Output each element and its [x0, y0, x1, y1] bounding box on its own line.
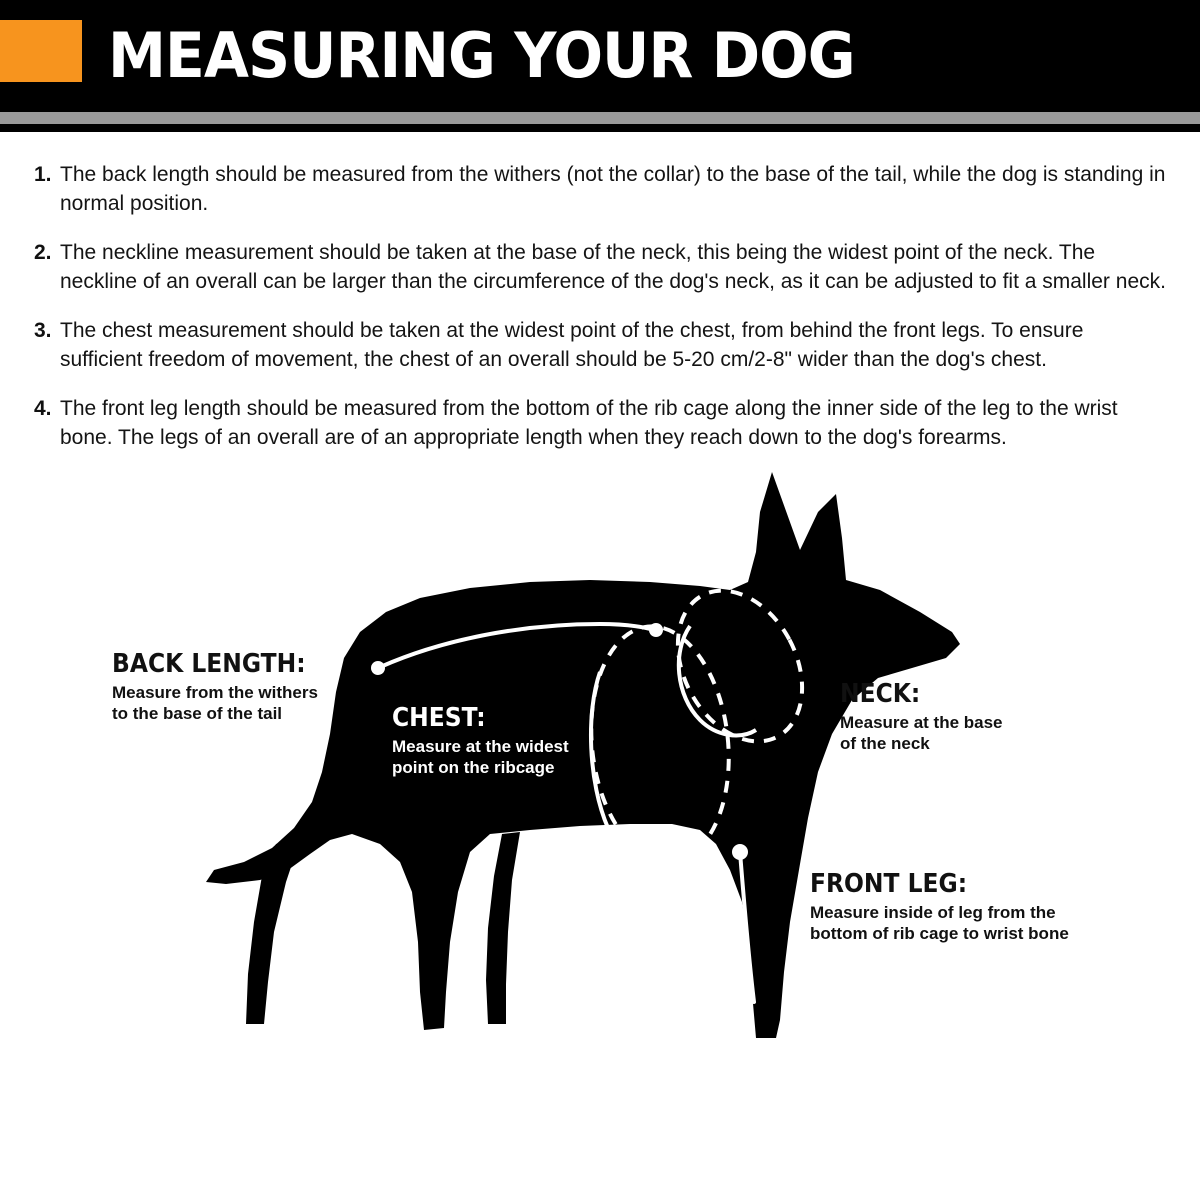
callout-title: BACK LENGTH:	[112, 649, 306, 679]
list-item-text: The back length should be measured from the withers (not the collar) to the base of the tail, while the dog is standing in normal position.	[60, 163, 1166, 215]
callout-subtitle-line2: bottom of rib cage to wrist bone	[810, 924, 1069, 943]
callout-subtitle-line2: point on the ribcage	[392, 758, 555, 777]
callout-title: CHEST:	[392, 703, 486, 733]
dog-silhouette-icon	[0, 472, 1200, 1082]
callout-front-leg	[810, 870, 1069, 944]
callout-subtitle-line1: Measure from the withers	[112, 683, 318, 702]
instructions-list	[0, 132, 1200, 452]
list-item	[34, 316, 1166, 374]
callout-back-length	[112, 650, 327, 724]
list-item	[34, 160, 1166, 218]
header-divider-black	[0, 124, 1200, 132]
list-item	[34, 394, 1166, 452]
header-divider-gray	[0, 112, 1200, 124]
dog-measurement-diagram	[0, 472, 1200, 1082]
list-item-number: 2.	[34, 241, 52, 264]
callout-subtitle-line1: Measure at the base	[840, 713, 1003, 732]
callout-subtitle-line2: to the base of the tail	[112, 704, 283, 723]
callout-subtitle-line2: of the neck	[840, 734, 930, 753]
callout-title: FRONT LEG:	[810, 869, 968, 899]
list-item-text: The chest measurement should be taken at the widest point of the chest, from behind the front legs. To ensure sufficient freedom of movement, the chest of an overall should be 5-20 cm/2-8" wider than the dog's chest.	[60, 319, 1084, 371]
list-item-number: 1.	[34, 163, 52, 186]
page-header	[0, 0, 1200, 112]
callout-chest	[392, 704, 569, 778]
callout-subtitle-line1: Measure at the widest	[392, 737, 569, 756]
list-item-text: The neckline measurement should be taken at the base of the neck, this being the widest point of the neck. The neckline of an overall can be larger than the circumference of the dog's neck, as it can be adjusted to fit a smaller neck.	[60, 241, 1166, 293]
callout-neck	[840, 680, 1003, 754]
callout-title: NECK:	[840, 679, 921, 709]
callout-subtitle-line1: Measure inside of leg from the	[810, 903, 1056, 922]
list-item-number: 4.	[34, 397, 52, 420]
list-item-text: The front leg length should be measured from the bottom of the rib cage along the inner side of the leg to the wrist bone. The legs of an overall are of an appropriate length when they reach down to the dog's forearms.	[60, 397, 1118, 449]
page-title: MEASURING YOUR DOG	[108, 19, 855, 92]
header-accent-block	[0, 20, 82, 82]
list-item	[34, 238, 1166, 296]
list-item-number: 3.	[34, 319, 52, 342]
